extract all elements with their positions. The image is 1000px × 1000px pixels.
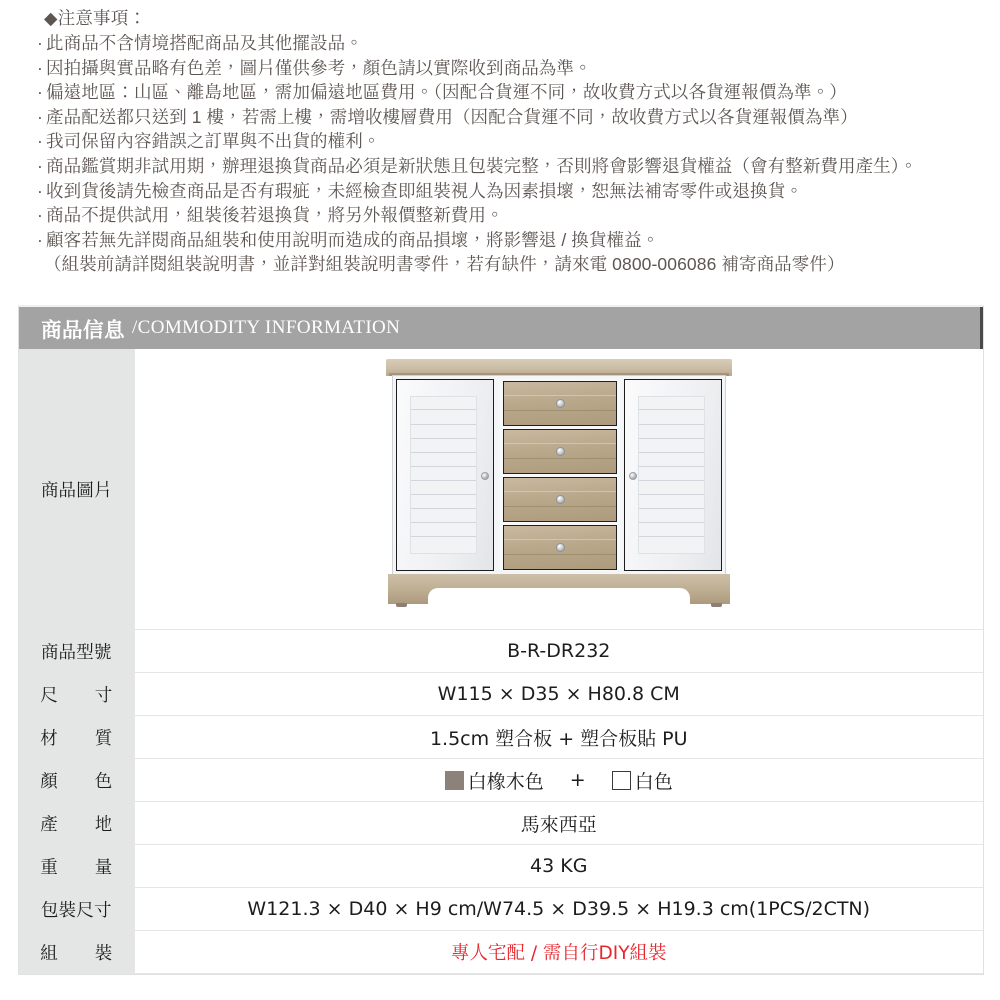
row-value-assembly: 專人宅配 / 需自行DIY組裝 — [134, 931, 983, 974]
row-label-size — [19, 673, 134, 716]
color-label-oak: 白橡木色 — [467, 770, 544, 793]
drawer-knob-icon — [556, 399, 565, 408]
row-label-product-image — [19, 349, 134, 630]
notice-line: · 我司保留內容錯誤之訂單與不出貨的權利。 — [0, 129, 1000, 154]
table-row — [19, 673, 983, 716]
cabinet-door-right — [624, 379, 722, 571]
cabinet-base — [388, 574, 730, 604]
product-image — [135, 349, 984, 629]
drawer-knob-icon — [556, 543, 565, 552]
drawer-knob-icon — [556, 447, 565, 456]
row-value-model: B-R-DR232 — [134, 630, 983, 673]
notice-line: · 商品不提供試用，組裝後若退換貨，將另外報價整新費用。 — [0, 203, 1000, 228]
row-label-color — [19, 759, 134, 802]
color-label-white: 白色 — [634, 770, 673, 793]
row-label-material — [19, 716, 134, 759]
row-label-text: 材質 — [40, 728, 113, 749]
cabinet-foot — [711, 603, 722, 607]
table-row — [19, 802, 983, 845]
base-cutout — [428, 588, 690, 604]
row-label-weight — [19, 845, 134, 888]
row-label-text: 顏色 — [40, 771, 113, 792]
notice-line: · 收到貨後請先檢查商品是否有瑕疵，未經檢查即組裝視人為因素損壞，恕無法補寄零件或退換貨。 — [0, 179, 1000, 204]
table-row — [19, 349, 983, 630]
row-label-package — [19, 888, 134, 931]
notice-line: · 因拍攝與實品略有色差，圖片僅供參考，顏色請以實際收到商品為準。 — [0, 56, 1000, 81]
notice-footnote: （組裝前請詳閱組裝說明書，並詳對組裝說明書零件，若有缺件，請來電 0800-006086 補寄商品零件） — [44, 254, 845, 275]
panel-header-title-cn: 商品信息 — [41, 318, 125, 342]
louver-panel — [638, 396, 705, 554]
row-value-origin: 馬來西亞 — [134, 802, 983, 845]
table-row — [19, 931, 983, 974]
cabinet-foot — [396, 603, 407, 607]
louver-panel — [410, 396, 477, 554]
color-plus-sign: + — [569, 769, 586, 791]
table-row — [19, 630, 983, 673]
row-value-product-image — [134, 349, 983, 630]
color-swatch-white-icon — [612, 771, 631, 790]
notice-line: · 此商品不含情境搭配商品及其他擺設品。 — [0, 31, 1000, 56]
row-label-text: 商品型號 — [40, 642, 112, 663]
drawer — [503, 381, 617, 426]
drawer-column — [499, 379, 621, 571]
cabinet-illustration — [386, 359, 732, 609]
panel-header — [19, 307, 983, 349]
notice-line: · 商品鑑賞期非試用期，辦理退換貨商品必須是新狀態且包裝完整，否則將會影響退貨權益（會有整新費用產生）。 — [0, 154, 1000, 179]
notice-title: ◆注意事項： — [44, 8, 147, 28]
row-label-model — [19, 630, 134, 673]
notice-block — [0, 0, 1000, 277]
drawer — [503, 525, 617, 570]
drawer — [503, 429, 617, 474]
table-row — [19, 845, 983, 888]
row-label-text: 包裝尺寸 — [40, 900, 112, 921]
cabinet-door-left — [396, 379, 494, 571]
spec-table — [19, 349, 983, 974]
door-knob-icon — [629, 472, 637, 480]
notice-line: · 顧客若無先詳閱商品組裝和使用說明而造成的商品損壞，將影響退 / 換貨權益。 — [0, 228, 1000, 253]
row-label-text: 商品圖片 — [40, 480, 112, 501]
row-label-text: 尺寸 — [40, 685, 113, 706]
drawer — [503, 477, 617, 522]
notice-line: · 產品配送都只送到 1 樓，若需上樓，需增收樓層費用（因配合貨運不同，故收費方式以各貨運報價為準） — [0, 105, 1000, 130]
row-value-package: W121.3 × D40 × H9 cm/W74.5 × D39.5 × H19.3 cm(1PCS/2CTN) — [134, 888, 983, 931]
commodity-information-panel — [18, 305, 984, 975]
row-value-material: 1.5cm 塑合板 + 塑合板貼 PU — [134, 716, 983, 759]
row-label-text: 產地 — [40, 814, 113, 835]
row-value-size: W115 × D35 × H80.8 CM — [134, 673, 983, 716]
row-label-text: 重量 — [40, 857, 113, 878]
table-row — [19, 716, 983, 759]
table-row — [19, 888, 983, 931]
row-label-origin — [19, 802, 134, 845]
row-value-weight: 43 KG — [134, 845, 983, 888]
drawer-knob-icon — [556, 495, 565, 504]
panel-header-title-en: /COMMODITY INFORMATION — [132, 317, 401, 338]
row-label-text: 組裝 — [40, 943, 113, 964]
row-label-assembly — [19, 931, 134, 974]
color-swatch-oak-icon — [445, 771, 464, 790]
cabinet-top-board — [386, 359, 732, 376]
door-knob-icon — [481, 472, 489, 480]
table-row — [19, 759, 983, 802]
notice-line: · 偏遠地區：山區、離島地區，需加偏遠地區費用。（因配合貨運不同，故收費方式以各貨運報價為準。） — [0, 80, 1000, 105]
row-value-color — [134, 759, 983, 802]
cabinet-body — [392, 375, 726, 575]
